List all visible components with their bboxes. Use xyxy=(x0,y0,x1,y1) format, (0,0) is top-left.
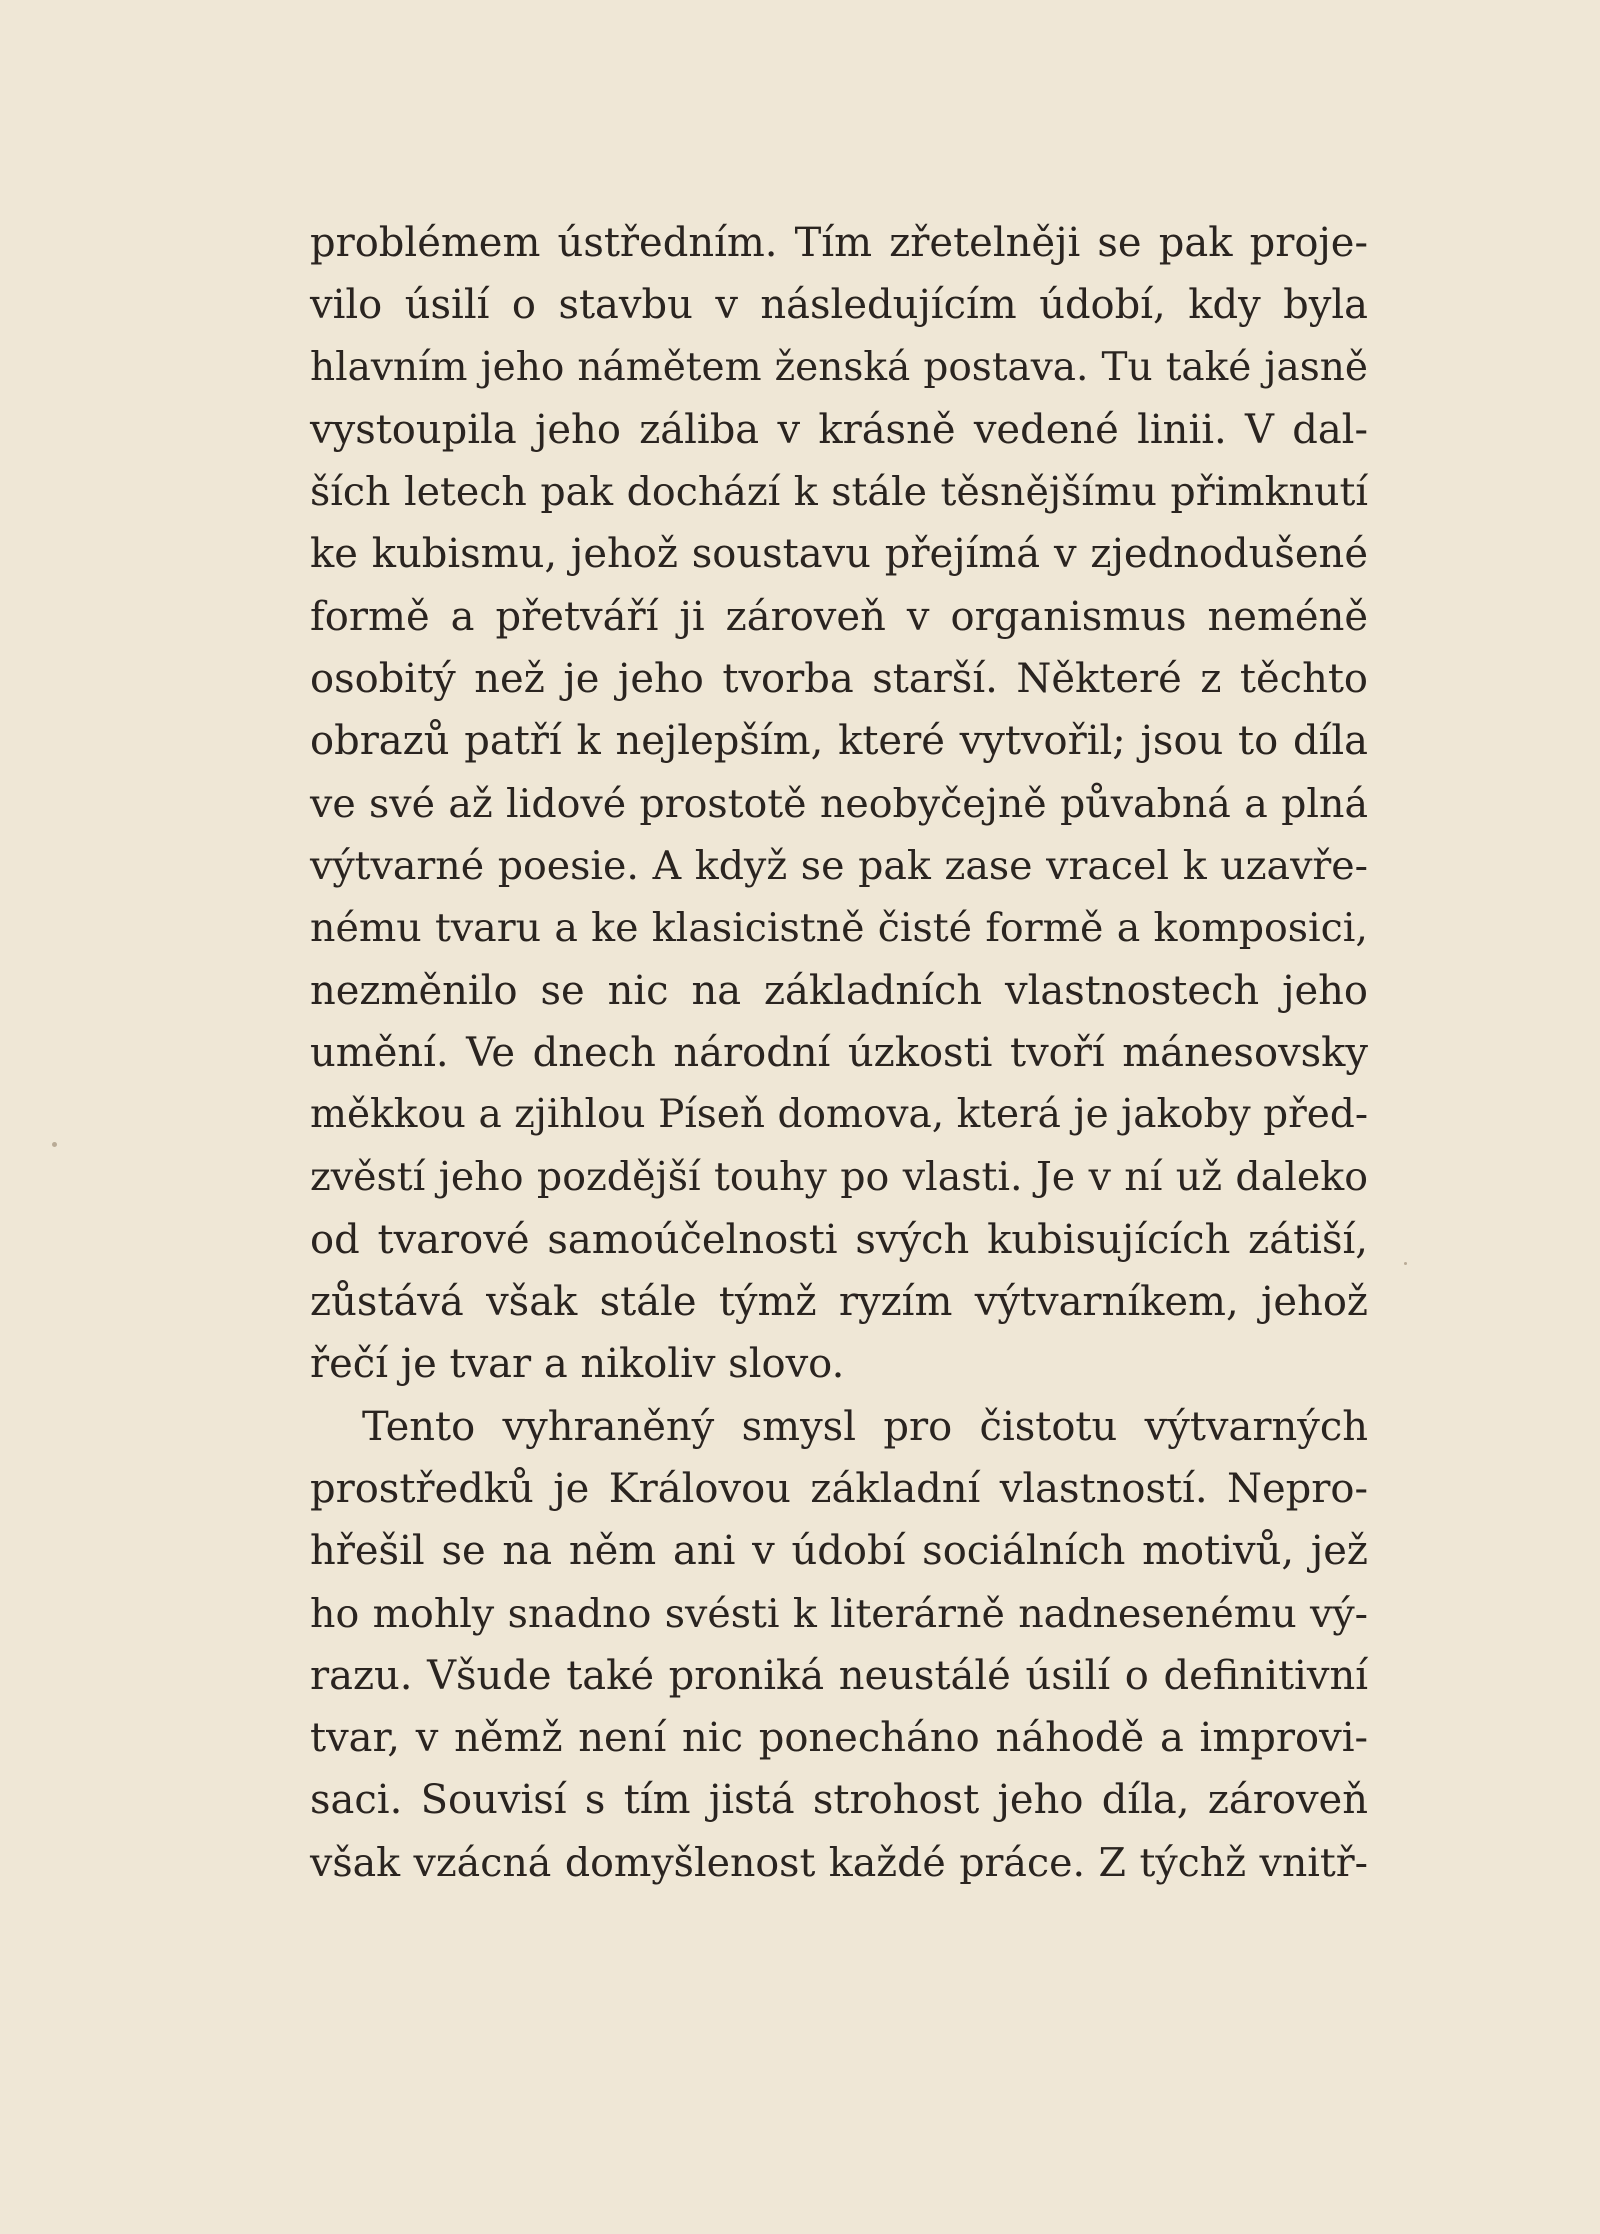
text-line: problémem ústředním. Tím zřetelněji se pak proje- xyxy=(310,220,1368,266)
body-text xyxy=(310,212,1368,1894)
text-line: vystoupila jeho záliba v krásně vedené linii. V dal- xyxy=(310,406,1368,453)
text-line: řečí je tvar a nikoliv slovo. xyxy=(310,1341,845,1388)
text-line: ho mohly snadno svésti k literárně nadnesenému vý- xyxy=(310,1590,1368,1637)
text-line: hlavním jeho námětem ženská postava. Tu také jasně xyxy=(310,344,1368,390)
text-line: zvěstí jeho pozdější touhy po vlasti. Je v ní už daleko xyxy=(310,1154,1368,1201)
text-line: tvar, v němž není nic ponecháno náhodě a improvi- xyxy=(310,1715,1368,1762)
text-line: ších letech pak dochází k stále těsnějšímu přimknutí xyxy=(310,469,1368,516)
text-line: ke kubismu, jehož soustavu přejímá v zjednodušené xyxy=(310,531,1368,578)
text-line: razu. Všude také proniká neustálé úsilí o definitivní xyxy=(310,1652,1368,1699)
text-line: zůstává však stále týmž ryzím výtvarníkem, jehož xyxy=(310,1279,1368,1326)
text-line: měkkou a zjihlou Píseň domova, která je jakoby před- xyxy=(310,1092,1368,1138)
text-line: nezměnilo se nic na základních vlastnostech jeho xyxy=(310,967,1368,1014)
text-line: Tento vyhraněný smysl pro čistotu výtvarných xyxy=(362,1403,1368,1450)
text-line: od tvarové samoúčelnosti svých kubisujících zátiší, xyxy=(310,1216,1368,1263)
text-line: osobitý než je jeho tvorba starší. Některé z těchto xyxy=(310,656,1368,703)
text-line: obrazů patří k nejlepším, které vytvořil; jsou to díla xyxy=(310,718,1368,765)
text-line: saci. Souvisí s tím jistá strohost jeho díla, zároveň xyxy=(310,1777,1368,1824)
text-line: vilo úsilí o stavbu v následujícím údobí, kdy byla xyxy=(310,282,1368,329)
text-line: formě a přetváří ji zároveň v organismus neméně xyxy=(310,593,1368,640)
text-line: prostředků je Královou základní vlastností. Nepro- xyxy=(310,1465,1368,1512)
paper-speck xyxy=(1404,1262,1407,1265)
paper-speck xyxy=(52,1142,57,1147)
text-line: výtvarné poesie. A když se pak zase vracel k uzavře- xyxy=(310,842,1368,889)
text-line: však vzácná domyšlenost každé práce. Z týchž vnitř- xyxy=(310,1839,1368,1886)
text-line: umění. Ve dnech národní úzkosti tvoří mánesovsky xyxy=(310,1029,1368,1076)
text-line: ve své až lidové prostotě neobyčejně půvabná a plná xyxy=(310,780,1368,827)
text-line: hřešil se na něm ani v údobí sociálních motivů, jež xyxy=(310,1528,1368,1575)
text-line: nému tvaru a ke klasicistně čisté formě a komposici, xyxy=(310,905,1368,952)
